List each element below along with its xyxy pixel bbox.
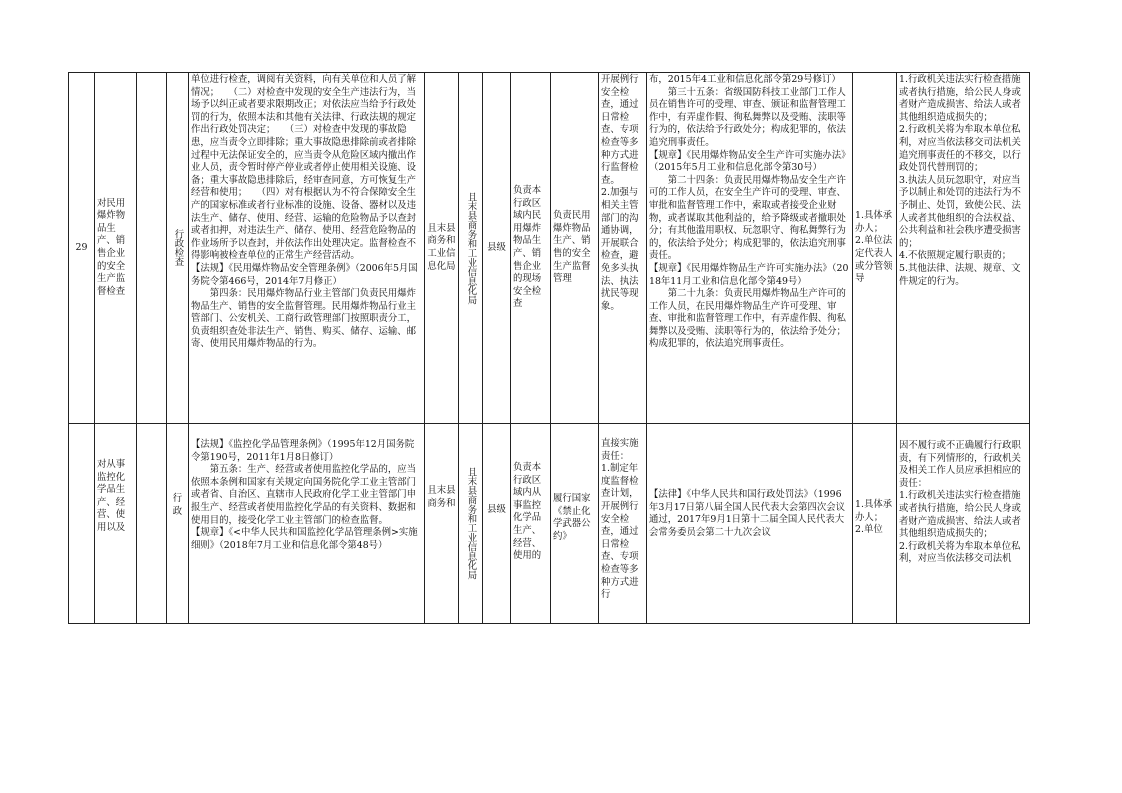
responsible-department-text: 且末县商务和工业信息化局 (465, 191, 477, 305)
table-row (69, 424, 1030, 624)
accountability-basis-text: 【法律】《中华人民共和国行政处罚法》（1996年3月17日第八届全国人民代表大会第四次会议通过，2017年9月1日第十二届全国人民代表大会常务委员会第二十九次会议 (649, 489, 846, 538)
responsibility-items-text: 直接实施责任： 1.制定年度监督检查计划，开展例行安全检查，通过日常检查、专项检查等多种方式进行 (601, 438, 639, 601)
accountability-basis (647, 424, 853, 624)
item-name: 对民用爆炸物品生产、销售企业的安全生产监督检查 (95, 73, 137, 424)
duty-description (551, 424, 599, 624)
power-category-text: 行政检查 (172, 229, 184, 267)
duty-description-text: 履行国家《禁止化学武器公约》 (553, 493, 591, 542)
responsible-department-text: 且末县商务和工业信息化局 (465, 467, 477, 580)
row-number (69, 424, 95, 624)
legal-basis (189, 73, 425, 424)
responsibility-items-text: 开展例行安全检查，通过日常检查、专项检查等多种方式进行监督检查。 2.加强与相关主管部门的沟通协调，开展联合检查，避免多头执法、执法扰民等现象。 (601, 74, 639, 312)
legal-basis-text: 单位进行检查，调阅有关资料，向有关单位和人员了解情况； （二）对检查中发现的安全生产违法行为，当场予以纠正或者要求限期改正；对依法应当给予行政处罚的行为，依照本法和其他有关法律、行政法规的规定作出行政处罚决定； （三）对检查中发现的事故隐患，应当责令立即排除；重大事故隐患排除前或者排除过程中无法保证安全的，应当责令从危险区域内撤出作业人员，责令暂时停产停业或者停止使用相关设施、设备；重大事故隐患排除后，经审查同意，方可恢复生产经营和使用； （四）对有根据认为不符合保障安全生产的国家标准或者行业标准的设施、设备、器材以及违法生产、储存、使用、经营、运输的危险物品予以查封或者扣押，对违法生产、储存、使用、经营危险物品的作业场所予以查封，并依法作出处理决定。监督检查不得影响被检查单位的正常生产经营活动。 【法规】《民用爆炸物品安全管理条例》（2006年5月国务院令第466号，2014年7月修正） 第四条：民用爆炸物品行业主管部门负责民用爆炸物品生产、销售的安全监督管理。民用爆炸物品行业主管部门、公安机关、工商行政管理部门按照职责分工，负责组织查处非法生产、销售、购买、储存、运输、邮寄、使用民用爆炸物品的行为。 (191, 74, 418, 350)
accountability-basis-text: 布，2015年4工业和信息化部令第29号修订） 第三十五条：省级国防科技工业部门工作人员在销售许可的受理、审查、颁证和监督管理工作中，有弄虚作假、徇私舞弊以及受贿、渎职等行为的，依法给予行政处分；构成犯罪的，依法追究刑事责任。 【规章】《民用爆炸物品安全生产许可实施办法》（2015年5月工业和信息化部令第30号） 第二十四条：负责民用爆炸物品安全生产许可的工作人员，在安全生产许可的受理、审查、审批和监督管理工作中，索取或者接受企业财物，或者谋取其他利益的，给予降级或者撤职处分；有其他滥用职权、玩忽职守、徇私舞弊行为的，依法给予处分；构成犯罪的，依法追究刑事责任。 【规章】《民用爆炸物品生产许可实施办法》（2018年11月工业和信息化部令第49号） 第二十九条：负责民用爆炸物品生产许可的工作人员，在民用爆炸物品生产许可受理、审查、审批和监督管理工作中，有弄虚作假、徇私舞弊以及受贿、渎职等行为的，依法给予处分；构成犯罪的，依法追究刑事责任。 (649, 74, 849, 350)
accountable-subject-text: 1.具体承办人； 2.单位 (855, 499, 893, 536)
implementation-scope (511, 424, 551, 624)
implementing-department (425, 424, 459, 624)
implementation-scope: 负责本行政区域内民用爆炸物品生产、销售企业的现场安全检查 (511, 73, 551, 424)
responsibility-table (68, 72, 1030, 624)
admin-level (483, 424, 511, 624)
item-name (95, 424, 137, 624)
responsibility-items (599, 424, 647, 624)
accountable-subject: 1.具体承办人； 2.单位法定代表人或分管领导 (853, 73, 897, 424)
row-number: 29 (69, 73, 95, 424)
accountability-situations (897, 73, 1030, 424)
accountability-situations-text: 因不履行或不正确履行行政职责，有下列情形的，行政机关及相关工作人员应承担相应的责任： 1.行政机关违法实行检查措施或者执行措施，给公民人身或者财产造成损害、给法人或者其他组织造成损失的； 2.行政机关将为牟取本单位私利，对应当依法移交司法机 (899, 440, 1021, 565)
document-table-page (68, 72, 1029, 601)
power-category (167, 424, 189, 624)
responsible-department (459, 424, 483, 624)
accountability-situations (897, 424, 1030, 624)
sub-item (137, 424, 167, 624)
implementing-department: 且末县商务和工业信息化局 (425, 73, 459, 424)
duty-description: 负责民用爆炸物品生产、销售的安全生产监督管理 (551, 73, 599, 424)
responsible-department (459, 73, 483, 424)
implementation-scope-text: 负责本行政区域内从事监控化学品生产、经营、使用的 (513, 462, 542, 562)
power-category-text: 行政 (172, 493, 183, 517)
item-name-text: 对从事监控化学品生产、经营、使用以及 (97, 459, 126, 533)
accountability-situations-text: 1.行政机关违法实行检查措施或者执行措施，给公民人身或者财产造成损害、给法人或者其他组织造成损失的； 2.行政机关将为牟取本单位私利，对应当依法移交司法机关追究刑事责任的不移交，以行政处罚代替刑罚的； 3.执法人员玩忽职守，对应当予以制止和处罚的违法行为不予制止、处罚，致使公民、法人或者其他组织的合法权益、公共利益和社会秩序遭受损害的； 4.不依照规定履行职责的； 5.其他法律、法规、规章、文件规定的行为。 (899, 74, 1021, 287)
admin-level-text: 县级 (487, 504, 506, 515)
admin-level: 县级 (483, 73, 511, 424)
responsibility-items (599, 73, 647, 424)
sub-item (137, 73, 167, 424)
implementing-department-text: 且末县商务和 (427, 485, 456, 509)
legal-basis (189, 424, 425, 624)
accountable-subject (853, 424, 897, 624)
legal-basis-text: 【法规】《监控化学品管理条例》（1995年12月国务院令第190号，2011年1月8日修订） 第五条：生产、经营或者使用监控化学品的，应当依照本条例和国家有关规定向国务院化学工业主管部门或者省、自治区、直辖市人民政府化学工业主管部门申报生产、经营或者使用监控化学品的有关资料、数据和使用目的，接受化学工业主管部门的检查监督。 【规章】《<中华人民共和国监控化学品管理条例>实施细则》（2018年7月工业和信息化部令第48号） (191, 439, 418, 551)
